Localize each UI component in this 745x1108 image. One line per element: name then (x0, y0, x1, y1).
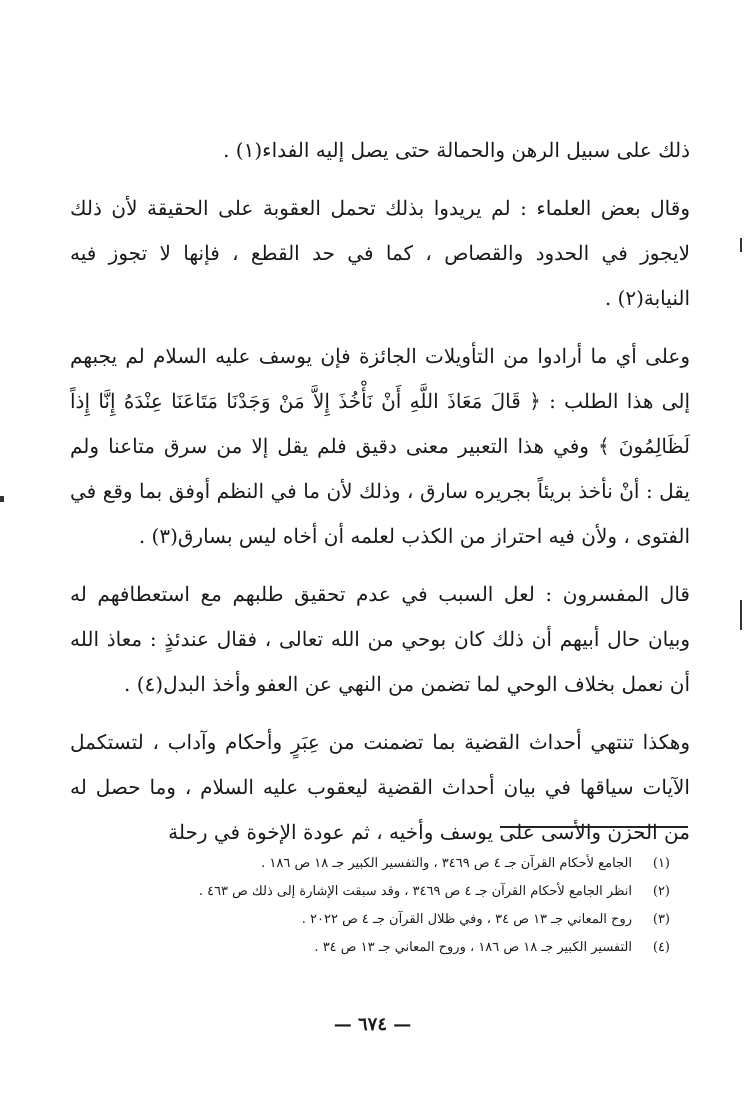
scan-edge-mark (0, 496, 4, 502)
footnotes (70, 850, 670, 962)
footnote-1 (70, 850, 670, 878)
paragraph-5: وهكذا تنتهي أحداث القضية بما تضمنت من عِبَرٍ وأحكام وآداب ، لتستكمل الآيات سياقها في بيان أحداث القضية ليعقوب عليه السلام ، وما حصل له من الحزن والأسى على يوسف وأخيه ، ثم عودة الإخوة في رحلة (70, 730, 690, 844)
footnote-number: (١) (652, 856, 670, 871)
footnote-4 (70, 934, 670, 962)
scan-edge-mark (740, 238, 742, 252)
page-number: — ٦٧٤ — (333, 1014, 412, 1035)
footnote-3 (70, 906, 670, 934)
scan-edge-mark (740, 600, 742, 630)
footnote-number: (٢) (652, 884, 670, 899)
footnote-2 (70, 878, 670, 906)
paragraph-4: قال المفسرون : لعل السبب في عدم تحقيق طلبهم مع استعطافهم له وبيان حال أبيهم أن ذلك كان بوحي من الله تعالى ، فقال عندئذٍ : معاذ الله أن نعمل بخلاف الوحي لما تضمن من النهي عن العفو وأخذ البدل(٤) . (70, 582, 690, 696)
footnote-number: (٣) (652, 912, 670, 927)
paragraph-2: وقال بعض العلماء : لم يريدوا بذلك تحمل العقوبة على الحقيقة لأن ذلك لايجوز في الحدود والقصاص ، كما في حد القطع ، فإنها لا تجوز فيه النيابة(٢) . (70, 196, 690, 310)
footnote-number: (٤) (652, 940, 670, 955)
footnote-text: انظر الجامع لأحكام القرآن جـ ٤ ص ٣٤٦٩ ، وقد سبقت الإشارة إلى ذلك ص ٤٦٣ . (198, 884, 632, 899)
main-text (70, 128, 690, 868)
paragraph-3: وعلى أي ما أرادوا من التأويلات الجائزة فإن يوسف عليه السلام لم يجبهم إلى هذا الطلب : ﴿ قَالَ مَعَاذَ اللَّهِ أَنْ نَأْخُذَ إِلاَّ مَنْ وَجَدْنَا مَتَاعَنَا عِنْدَهُ إِنَّا إِذاً لَظَالِمُونَ ﴾ وفي هذا التعبير معنى دقيق فلم يقل إلا من سرق متاعنا ولم يقل : أنْ نأخذ بريئاً بجريره سارق ، وذلك لأن ما في النظم أوفق بما وقع في الفتوى ، ولأن فيه احتراز من الكذب لعلمه أن أخاه ليس بسارق(٣) . (70, 344, 691, 548)
footnote-text: التفسير الكبير جـ ١٨ ص ١٨٦ ، وروح المعاني جـ ١٣ ص ٣٤ . (314, 940, 632, 955)
footnote-text: الجامع لأحكام القرآن جـ ٤ ص ٣٤٦٩ ، والتفسير الكبير جـ ١٨ ص ١٨٦ . (261, 856, 632, 871)
footnote-divider (500, 826, 688, 828)
footnote-text: روح المعاني جـ ١٣ ص ٣٤ ، وفي ظلال القرآن جـ ٤ ص ٢٠٢٢ . (301, 912, 632, 927)
paragraph-1: ذلك على سبيل الرهن والحمالة حتى يصل إليه الفداء(١) . (223, 138, 690, 162)
